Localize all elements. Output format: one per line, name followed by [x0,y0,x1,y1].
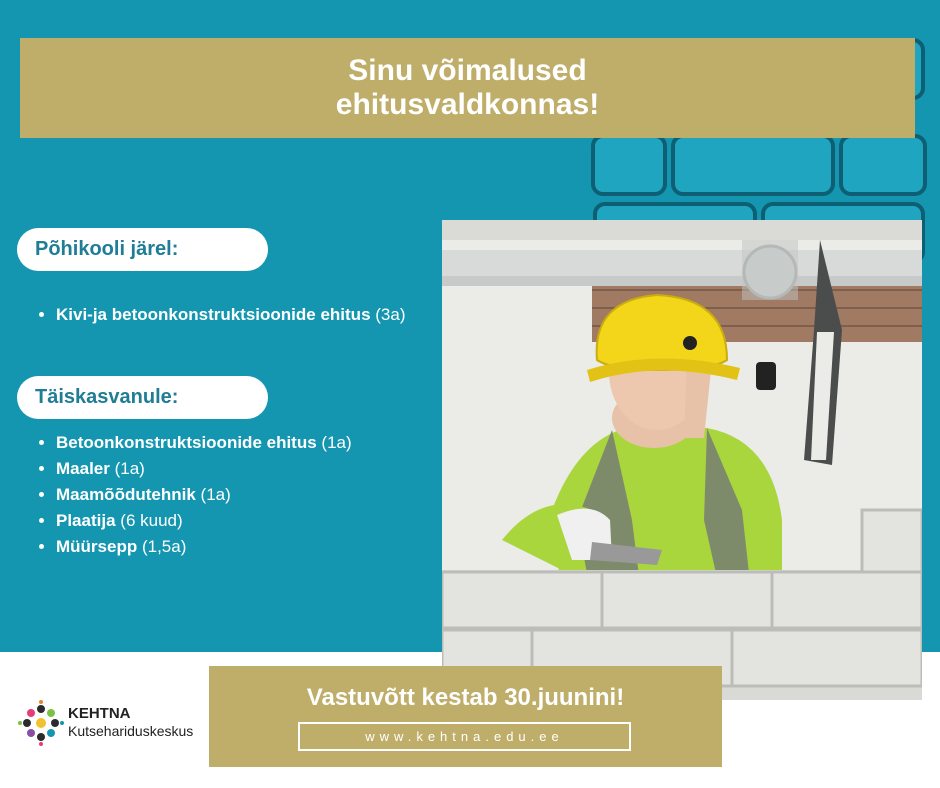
adult-program-list [30,432,466,562]
program-duration: (1,5a) [141,537,187,556]
basic-school-heading [17,228,268,271]
worker-photo [442,220,922,700]
program-name: Müürsepp [56,537,138,556]
program-name: Kivi-ja betoonkonstruktsioonide ehitus [56,305,371,324]
list-item [56,510,466,532]
program-duration: (3a) [375,305,406,324]
program-duration: (6 kuud) [120,511,183,530]
program-name: Maamõõdutehnik [56,485,196,504]
program-name: Maaler [56,459,110,478]
worker-illustration [442,220,922,700]
admission-banner [209,666,722,767]
logo-star-icon [18,700,64,746]
program-duration: (1a) [200,485,231,504]
list-item [56,484,466,506]
kehtna-logo [18,700,218,750]
list-item [56,458,466,480]
admission-deadline-text: Vastuvõtt kestab 30.juunini! [306,684,625,711]
adult-heading [17,376,268,419]
program-name: Plaatija [56,511,116,530]
title-banner [20,38,915,138]
logo-name: KEHTNA [68,705,131,722]
website-link[interactable]: www.kehtna.edu.ee [298,722,631,751]
list-item [56,536,466,558]
list-item [56,304,466,326]
basic-school-heading-label: Põhikooli järel: [35,238,179,260]
basic-school-program-list [30,304,466,330]
adult-heading-label: Täiskasvanule: [35,386,179,408]
program-duration: (1a) [114,459,145,478]
list-item [56,432,466,454]
program-duration: (1a) [321,433,352,452]
program-name: Betoonkonstruktsioonide ehitus [56,433,317,452]
logo-subtitle: Kutsehariduskeskus [68,723,194,739]
page-title: Sinu võimalused ehitusvaldkonnas! [335,54,600,121]
